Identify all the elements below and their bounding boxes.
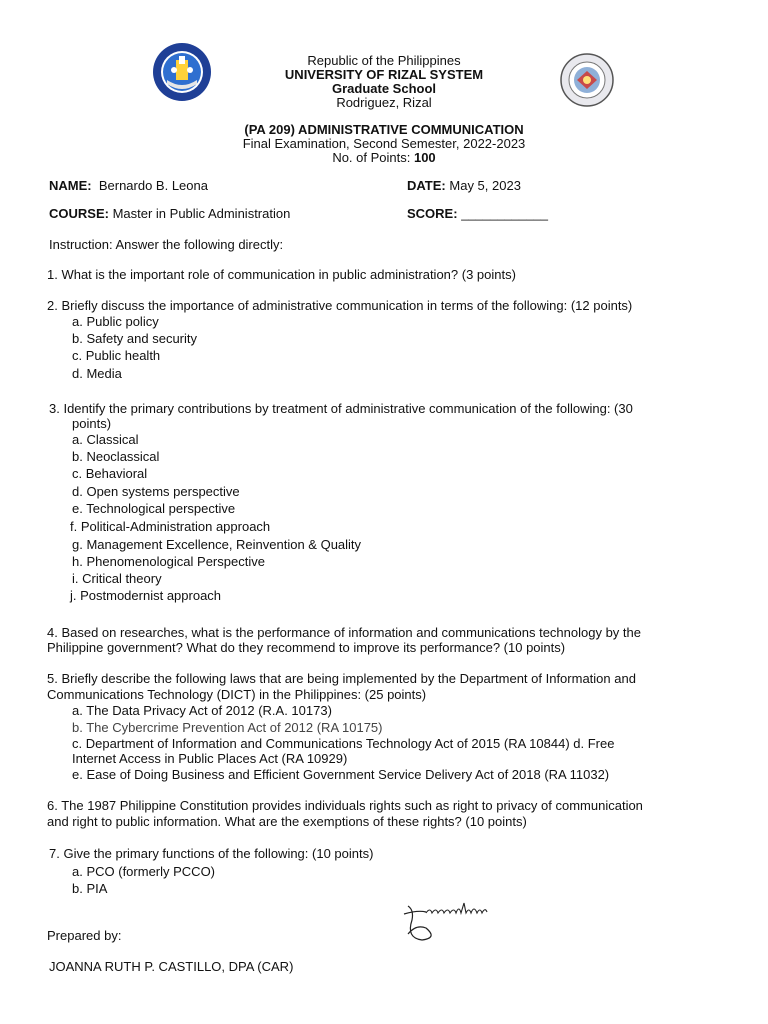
question-5-item: c. Department of Information and Communications Technology Act of 2015 (RA 10844) d. Free: [72, 736, 615, 751]
question-3-item: d. Open systems perspective: [72, 484, 240, 499]
course-field: [49, 205, 290, 222]
university-name: UNIVERSITY OF RIZAL SYSTEM: [284, 67, 484, 82]
exam-line: Final Examination, Second Semester, 2022-2023: [242, 136, 526, 151]
preparer-name: JOANNA RUTH P. CASTILLO, DPA (CAR): [49, 959, 294, 974]
question-4: 4. Based on researches, what is the performance of information and communications technology by the: [47, 625, 641, 640]
question-3-item: j. Postmodernist approach: [70, 588, 222, 603]
question-3: 3. Identify the primary contributions by treatment of administrative communication of the following: (30: [49, 401, 633, 416]
question-3-item: e. Technological perspective: [72, 501, 236, 516]
question-3-item: c. Behavioral: [72, 466, 148, 481]
question-3-item: b. Neoclassical: [72, 449, 160, 464]
prepared-by-label: Prepared by:: [47, 928, 122, 943]
question-4-continued: Philippine government? What do they recommend to improve its performance? (10 points): [47, 640, 566, 655]
question-3-item: f. Political-Administration approach: [70, 519, 271, 534]
graduate-school-line: Graduate School: [331, 81, 437, 96]
question-3-item: a. Classical: [72, 432, 139, 447]
instruction: Instruction: Answer the following directly:: [49, 237, 284, 252]
question-7: 7. Give the primary functions of the following: (10 points): [49, 846, 374, 861]
signature: [396, 898, 522, 948]
date-label: DATE:: [407, 178, 446, 193]
question-2-item: d. Media: [72, 366, 122, 381]
question-2-item: c. Public health: [72, 348, 161, 363]
score-value: ____________: [461, 206, 548, 221]
question-5-item-continued: Internet Access in Public Places Act (RA 10929): [72, 751, 348, 766]
course-value: Master in Public Administration: [112, 206, 291, 221]
republic-line: Republic of the Philippines: [307, 53, 461, 68]
date-value: May 5, 2023: [449, 178, 521, 193]
question-5-item: a. The Data Privacy Act of 2012 (R.A. 10173): [72, 703, 332, 718]
name-label: NAME:: [49, 178, 92, 193]
course-title: (PA 209) ADMINISTRATIVE COMMUNICATION: [244, 122, 524, 137]
question-3-continued: points): [72, 416, 112, 431]
name-value: Bernardo B. Leona: [98, 178, 208, 193]
question-7-item: a. PCO (formerly PCCO): [72, 864, 216, 879]
question-6: 6. The 1987 Philippine Constitution provides individuals rights such as right to privacy of communication: [47, 798, 643, 813]
question-5: 5. Briefly describe the following laws that are being implemented by the Department of Information and: [47, 671, 636, 686]
question-3-item: h. Phenomenological Perspective: [72, 554, 265, 569]
points-value: 100: [413, 150, 436, 165]
points-line: [0, 149, 768, 166]
score-label: SCORE:: [407, 206, 458, 221]
question-2: 2. Briefly discuss the importance of administrative communication in terms of the following: (12 points): [47, 298, 633, 313]
course-label: COURSE:: [49, 206, 109, 221]
question-5-item: b. The Cybercrime Prevention Act of 2012 (RA 10175): [72, 720, 383, 735]
score-field: [407, 205, 548, 222]
question-7-item: b. PIA: [72, 881, 108, 896]
date-field: [407, 177, 521, 194]
question-3-item: g. Management Excellence, Reinvention & Quality: [72, 537, 362, 552]
location-line: Rodriguez, Rizal: [336, 95, 432, 110]
question-5-continued: Communications Technology (DICT) in the Philippines: (25 points): [47, 687, 427, 702]
question-1: 1. What is the important role of communication in public administration? (3 points): [47, 267, 516, 282]
question-6-continued: and right to public information. What are the exemptions of these rights? (10 points): [47, 814, 527, 829]
question-5-item: e. Ease of Doing Business and Efficient Government Service Delivery Act of 2018 (RA 11032): [72, 767, 610, 782]
question-2-item: b. Safety and security: [72, 331, 198, 346]
question-2-item: a. Public policy: [72, 314, 159, 329]
question-3-item: i. Critical theory: [72, 571, 162, 586]
points-label: No. of Points:: [332, 150, 414, 165]
name-field: [49, 177, 208, 194]
